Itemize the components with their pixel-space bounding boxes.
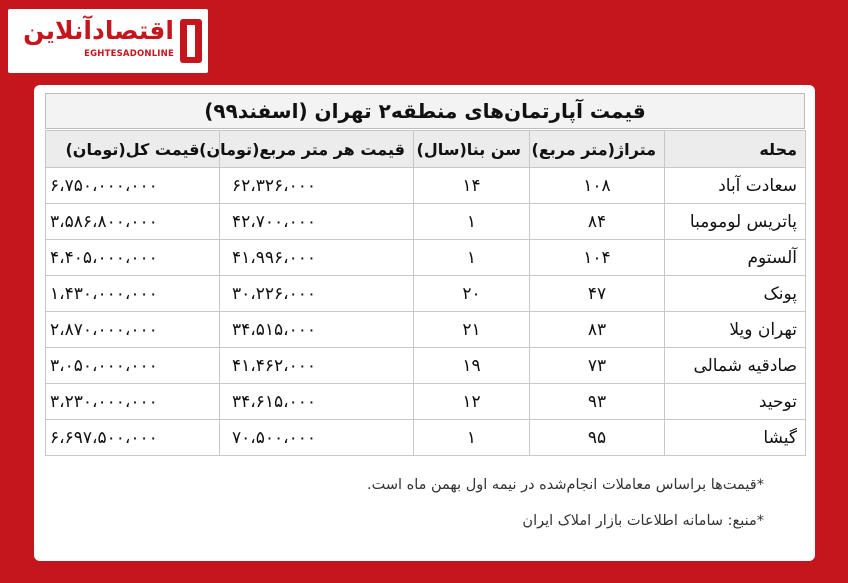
cell-age: ۱ [414, 420, 530, 456]
col-header-area: متراژ(متر مربع) [530, 131, 665, 168]
price-table [45, 130, 806, 456]
cell-area: ۱۰۸ [530, 168, 665, 204]
table-row [46, 348, 806, 384]
cell-age: ۱ [414, 204, 530, 240]
brand-logo [8, 9, 208, 73]
table-row [46, 240, 806, 276]
cell-price-per-meter: ۴۲،۷۰۰،۰۰۰ [220, 204, 414, 240]
col-header-total-price: قیمت کل(تومان) [46, 131, 220, 168]
cell-total-price: ۶،۷۵۰،۰۰۰،۰۰۰ [46, 168, 220, 204]
cell-total-price: ۳،۰۵۰،۰۰۰،۰۰۰ [46, 348, 220, 384]
col-header-neighborhood: محله [665, 131, 806, 168]
table-header-row [46, 131, 806, 168]
cell-price-per-meter: ۴۱،۴۶۲،۰۰۰ [220, 348, 414, 384]
cell-area: ۸۳ [530, 312, 665, 348]
footnote-source: *منبع: سامانه اطلاعات بازار املاک ایران [522, 513, 764, 529]
cell-neighborhood: آلستوم [665, 240, 806, 276]
table-row [46, 168, 806, 204]
cell-total-price: ۳،۲۳۰،۰۰۰،۰۰۰ [46, 384, 220, 420]
cell-neighborhood: صادقیه شمالی [665, 348, 806, 384]
cell-age: ۱۹ [414, 348, 530, 384]
cell-total-price: ۶،۶۹۷،۵۰۰،۰۰۰ [46, 420, 220, 456]
cell-area: ۴۷ [530, 276, 665, 312]
cell-price-per-meter: ۳۴،۶۱۵،۰۰۰ [220, 384, 414, 420]
table-row [46, 420, 806, 456]
cell-neighborhood: توحید [665, 384, 806, 420]
logo-mark-icon [180, 19, 202, 63]
cell-neighborhood: پونک [665, 276, 806, 312]
cell-total-price: ۳،۵۸۶،۸۰۰،۰۰۰ [46, 204, 220, 240]
cell-price-per-meter: ۷۰،۵۰۰،۰۰۰ [220, 420, 414, 456]
cell-neighborhood: گیشا [665, 420, 806, 456]
cell-age: ۱۴ [414, 168, 530, 204]
table-row [46, 204, 806, 240]
cell-price-per-meter: ۴۱،۹۹۶،۰۰۰ [220, 240, 414, 276]
price-card [34, 85, 815, 561]
logo-text-fa: اقتصادآنلاین [23, 16, 174, 45]
table-row [46, 276, 806, 312]
cell-area: ۷۳ [530, 348, 665, 384]
cell-neighborhood: پاتریس لومومبا [665, 204, 806, 240]
cell-age: ۲۰ [414, 276, 530, 312]
logo-text-en: EGHTESADONLINE [84, 49, 174, 59]
cell-area: ۸۴ [530, 204, 665, 240]
table-row [46, 384, 806, 420]
cell-total-price: ۴،۴۰۵،۰۰۰،۰۰۰ [46, 240, 220, 276]
footnote-date: *قیمت‌ها براساس معاملات انجام‌شده در نیمه اول بهمن ماه است. [366, 477, 764, 493]
table-title: قیمت آپارتمان‌های منطقه۲ تهران (اسفند۹۹) [45, 93, 805, 129]
cell-area: ۹۳ [530, 384, 665, 420]
cell-total-price: ۲،۸۷۰،۰۰۰،۰۰۰ [46, 312, 220, 348]
cell-price-per-meter: ۶۲،۳۲۶،۰۰۰ [220, 168, 414, 204]
cell-area: ۱۰۴ [530, 240, 665, 276]
cell-area: ۹۵ [530, 420, 665, 456]
cell-total-price: ۱،۴۳۰،۰۰۰،۰۰۰ [46, 276, 220, 312]
col-header-price-per-meter: قیمت هر متر مربع(تومان) [220, 131, 414, 168]
cell-price-per-meter: ۳۰،۲۲۶،۰۰۰ [220, 276, 414, 312]
cell-price-per-meter: ۳۴،۵۱۵،۰۰۰ [220, 312, 414, 348]
cell-age: ۱ [414, 240, 530, 276]
cell-neighborhood: سعادت آباد [665, 168, 806, 204]
table-row [46, 312, 806, 348]
cell-neighborhood: تهران ویلا [665, 312, 806, 348]
cell-age: ۲۱ [414, 312, 530, 348]
col-header-age: سن بنا(سال) [414, 131, 530, 168]
cell-age: ۱۲ [414, 384, 530, 420]
